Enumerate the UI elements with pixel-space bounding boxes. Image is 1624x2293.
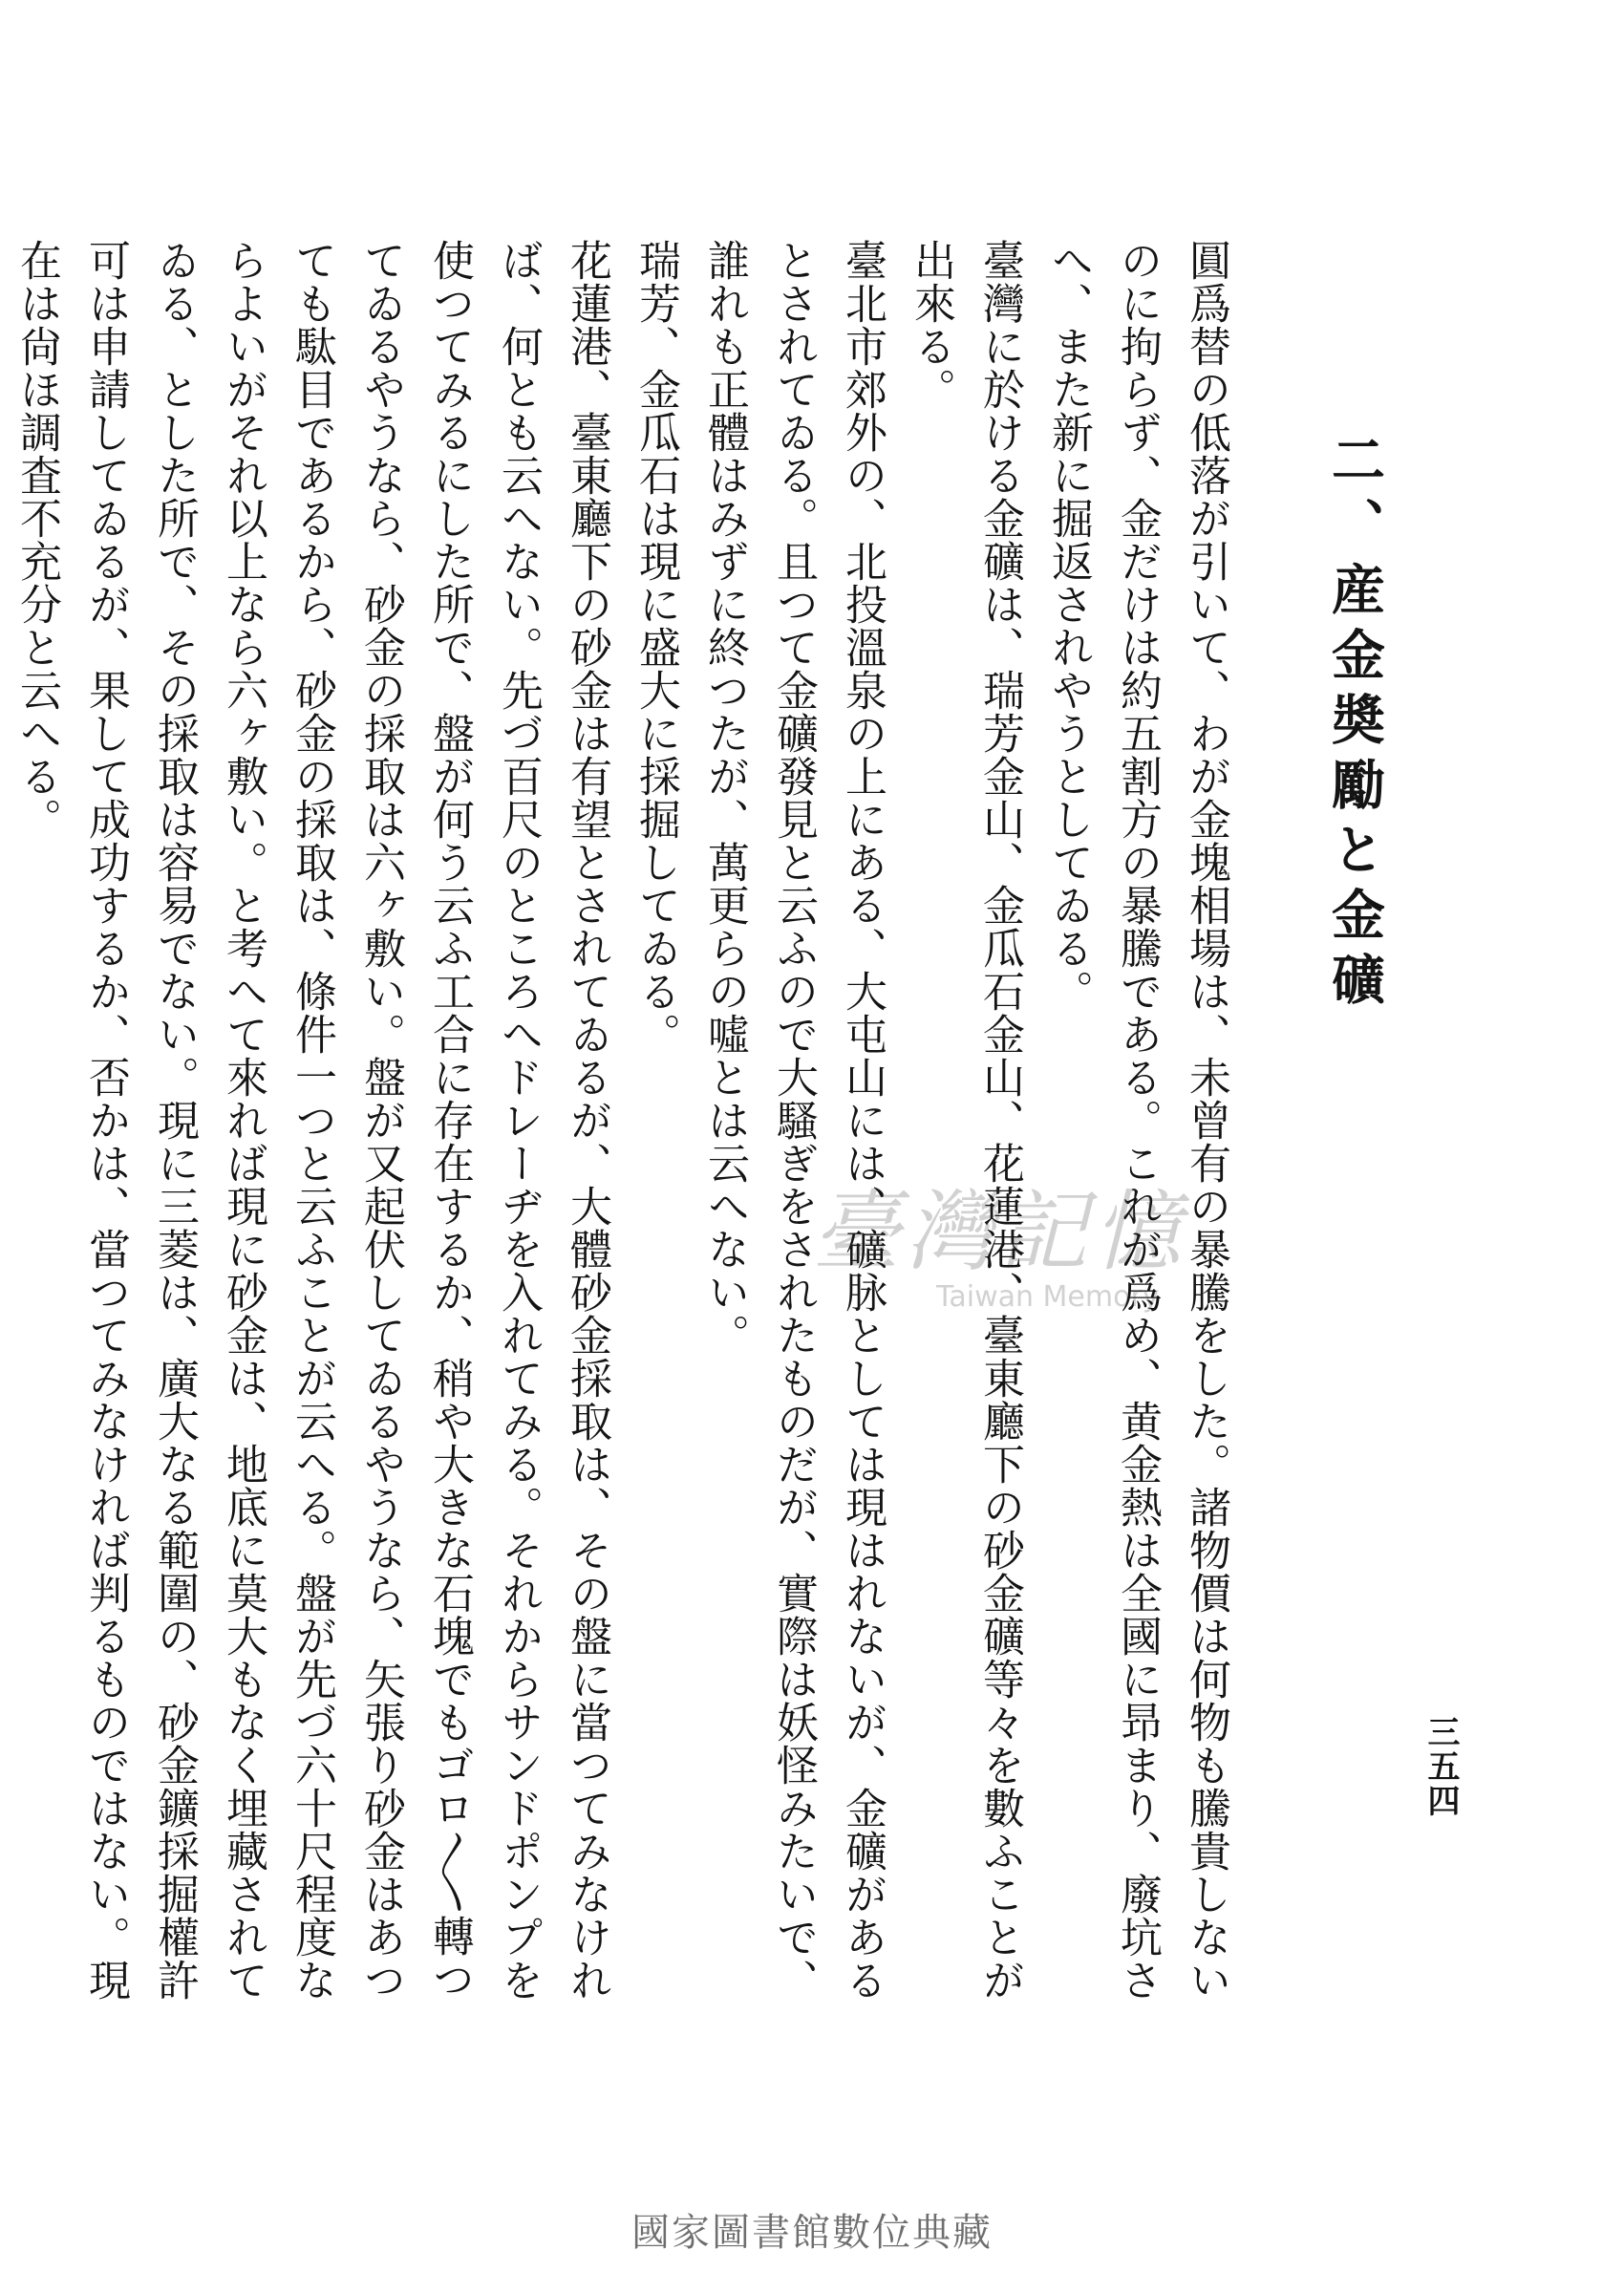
- footer-archive-label: 國家圖書館數位典藏: [631, 2211, 993, 2255]
- page-number: 三五四: [1421, 1715, 1460, 1818]
- paragraph-2: 臺灣に於ける金礦は、瑞芳金山、金瓜石金山、花蓮港、臺東廳下の砂金礦等々を數ふことが出來る。: [907, 239, 1024, 2002]
- paragraph-3: 臺北市郊外の、北投溫泉の上にある、大屯山には、礦脉としては現はれないが、金礦があるとされてゐる。且つて金礦發見と云ふので大騷ぎをされたものだが、實際は妖怪みたいで、誰れも正體はみずに終つたが、萬更らの噓とは云へない。: [700, 239, 887, 2002]
- paragraph-1: 圓爲替の低落が引いて、わが金塊相場は、未曾有の暴騰をした。諸物價は何物も騰貴しないのに拘らず、金だけは約五割方の暴騰である。これが爲め、黄金熱は全國に昻まり、廢坑さへ、また新に掘返されやうとしてゐる。: [1044, 239, 1230, 2002]
- paragraph-5: 花蓮港、臺東廳下の砂金は有望とされてゐるが、大體砂金採取は、その盤に當つてみなければ、何とも云へない。先づ百尺のところへドレーヂを入れてみる。それからサンドポンプを使つてみるにした所で、盤が何う云ふ工合に存在するか、稍や大きな石塊でもゴロ〳〵轉つてゐるやうなら、砂金の採取は六ヶ敷い。盤が又起伏してゐるやうなら、矢張り砂金はあつても駄目であるから、砂金の採取は、條件一つと云ふことが云へる。盤が先づ六十尺程度ならよいがそれ以上なら六ヶ敷い。と考へて來れば現に砂金は、地底に莫大もなく埋藏されてゐる、とした所で、その採取は容易でない。現に三菱は、廣大なる範圍の、砂金鑛採掘權許可は申請してゐるが、果して成功するか、否かは、當つてみなければ判るものではない。現在は尙ほ調査不充分と云へる。: [12, 239, 611, 2002]
- watermark-mark: 臺灣記憶: [812, 1181, 1187, 1283]
- watermark-text: Taiwan Memory: [936, 1280, 1160, 1314]
- paragraph-4: 瑞芳、金瓜石は現に盛大に採掘してゐる。: [631, 239, 680, 1056]
- body-text: [0, 239, 1240, 2035]
- paragraph-6: [0, 239, 2, 2035]
- section-title: 二、産金奬勵と金礦: [1323, 432, 1386, 1017]
